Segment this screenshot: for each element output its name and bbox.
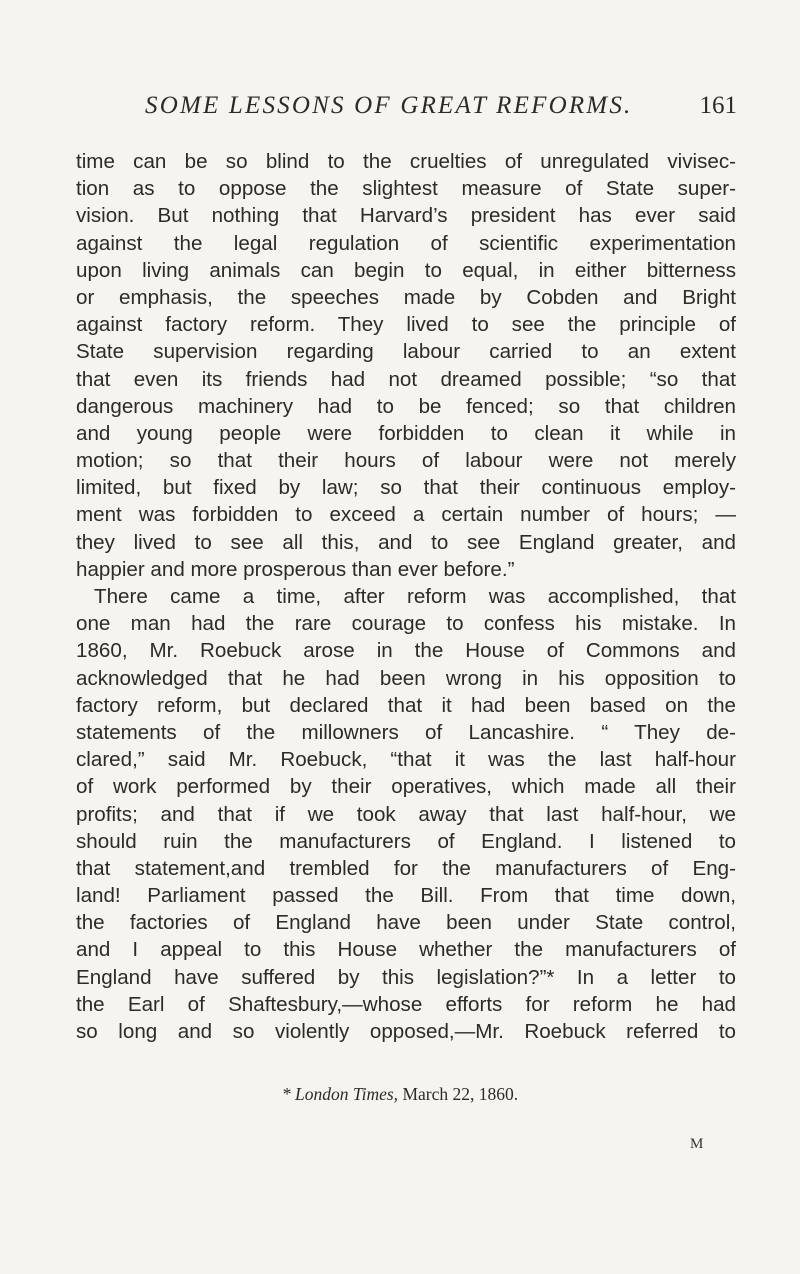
text-line: or emphasis, the speeches made by Cobden and Bright <box>76 285 736 309</box>
text-line: time can be so blind to the cruelties of unregulated vivisec- <box>76 150 736 173</box>
text-line: vision. But nothing that Harvard’s president has ever said <box>76 204 736 228</box>
text-line: against the legal regulation of scientific experimentation <box>76 231 736 255</box>
text-line: happier and more prosperous than ever before.” <box>76 557 515 581</box>
running-title: SOME LESSONS OF GREAT REFORMS. <box>145 92 633 119</box>
text-line: motion; so that their hours of labour were not merely <box>76 449 736 473</box>
text-line: and I appeal to this House whether the manufacturers of <box>76 938 736 962</box>
text-line: against factory reform. They lived to see the principle of <box>76 313 736 337</box>
footnote <box>0 1084 800 1105</box>
text-line: State supervision regarding labour carried to an extent <box>76 340 736 364</box>
text-line: acknowledged that he had been wrong in his opposition to <box>76 666 736 690</box>
text-line: tion as to oppose the slightest measure of State super- <box>76 177 736 201</box>
text-line: ment was forbidden to exceed a certain number of hours; — <box>76 503 736 527</box>
text-line: that statement,and trembled for the manufacturers of Eng- <box>76 856 736 880</box>
text-line: clared,” said Mr. Roebuck, “that it was the last half-hour <box>76 748 736 772</box>
text-line: statements of the millowners of Lancashire. “ They de- <box>76 720 736 744</box>
text-line: that even its friends had not dreamed possible; “so that <box>76 367 736 391</box>
text-line: the factories of England have been under State control, <box>76 911 736 935</box>
page-number: 161 <box>699 92 737 119</box>
text-line: England have suffered by this legislation?”* In a letter to <box>76 965 736 989</box>
text-line: so long and so violently opposed,—Mr. Roebuck referred to <box>76 1020 736 1043</box>
body-text <box>76 148 736 1045</box>
text-line: land! Parliament passed the Bill. From that time down, <box>76 884 736 908</box>
footnote-source: * London Times, <box>281 1084 399 1104</box>
text-line: 1860, Mr. Roebuck arose in the House of Commons and <box>76 639 736 663</box>
text-line: profits; and that if we took away that last half-hour, we <box>76 802 736 826</box>
text-line: should ruin the manufacturers of England. I listened to <box>76 829 736 853</box>
text-line: the Earl of Shaftesbury,—whose efforts for reform he had <box>76 992 736 1016</box>
text-line: upon living animals can begin to equal, in either bitterness <box>76 258 736 282</box>
text-line: of work performed by their operatives, which made all their <box>76 775 736 799</box>
running-head <box>145 92 737 124</box>
text-line: There came a time, after reform was accomplished, that <box>94 585 736 608</box>
text-line: dangerous machinery had to be fenced; so that children <box>76 394 736 418</box>
text-line: they lived to see all this, and to see England greater, and <box>76 530 736 554</box>
text-line: one man had the rare courage to confess his mistake. In <box>76 612 736 636</box>
text-line: factory reform, but declared that it had been based on the <box>76 693 736 717</box>
signature-mark: M <box>690 1136 704 1152</box>
text-line: limited, but fixed by law; so that their continuous employ- <box>76 476 736 500</box>
text-line: and young people were forbidden to clean it while in <box>76 421 736 445</box>
footnote-date: March 22, 1860. <box>402 1084 519 1104</box>
